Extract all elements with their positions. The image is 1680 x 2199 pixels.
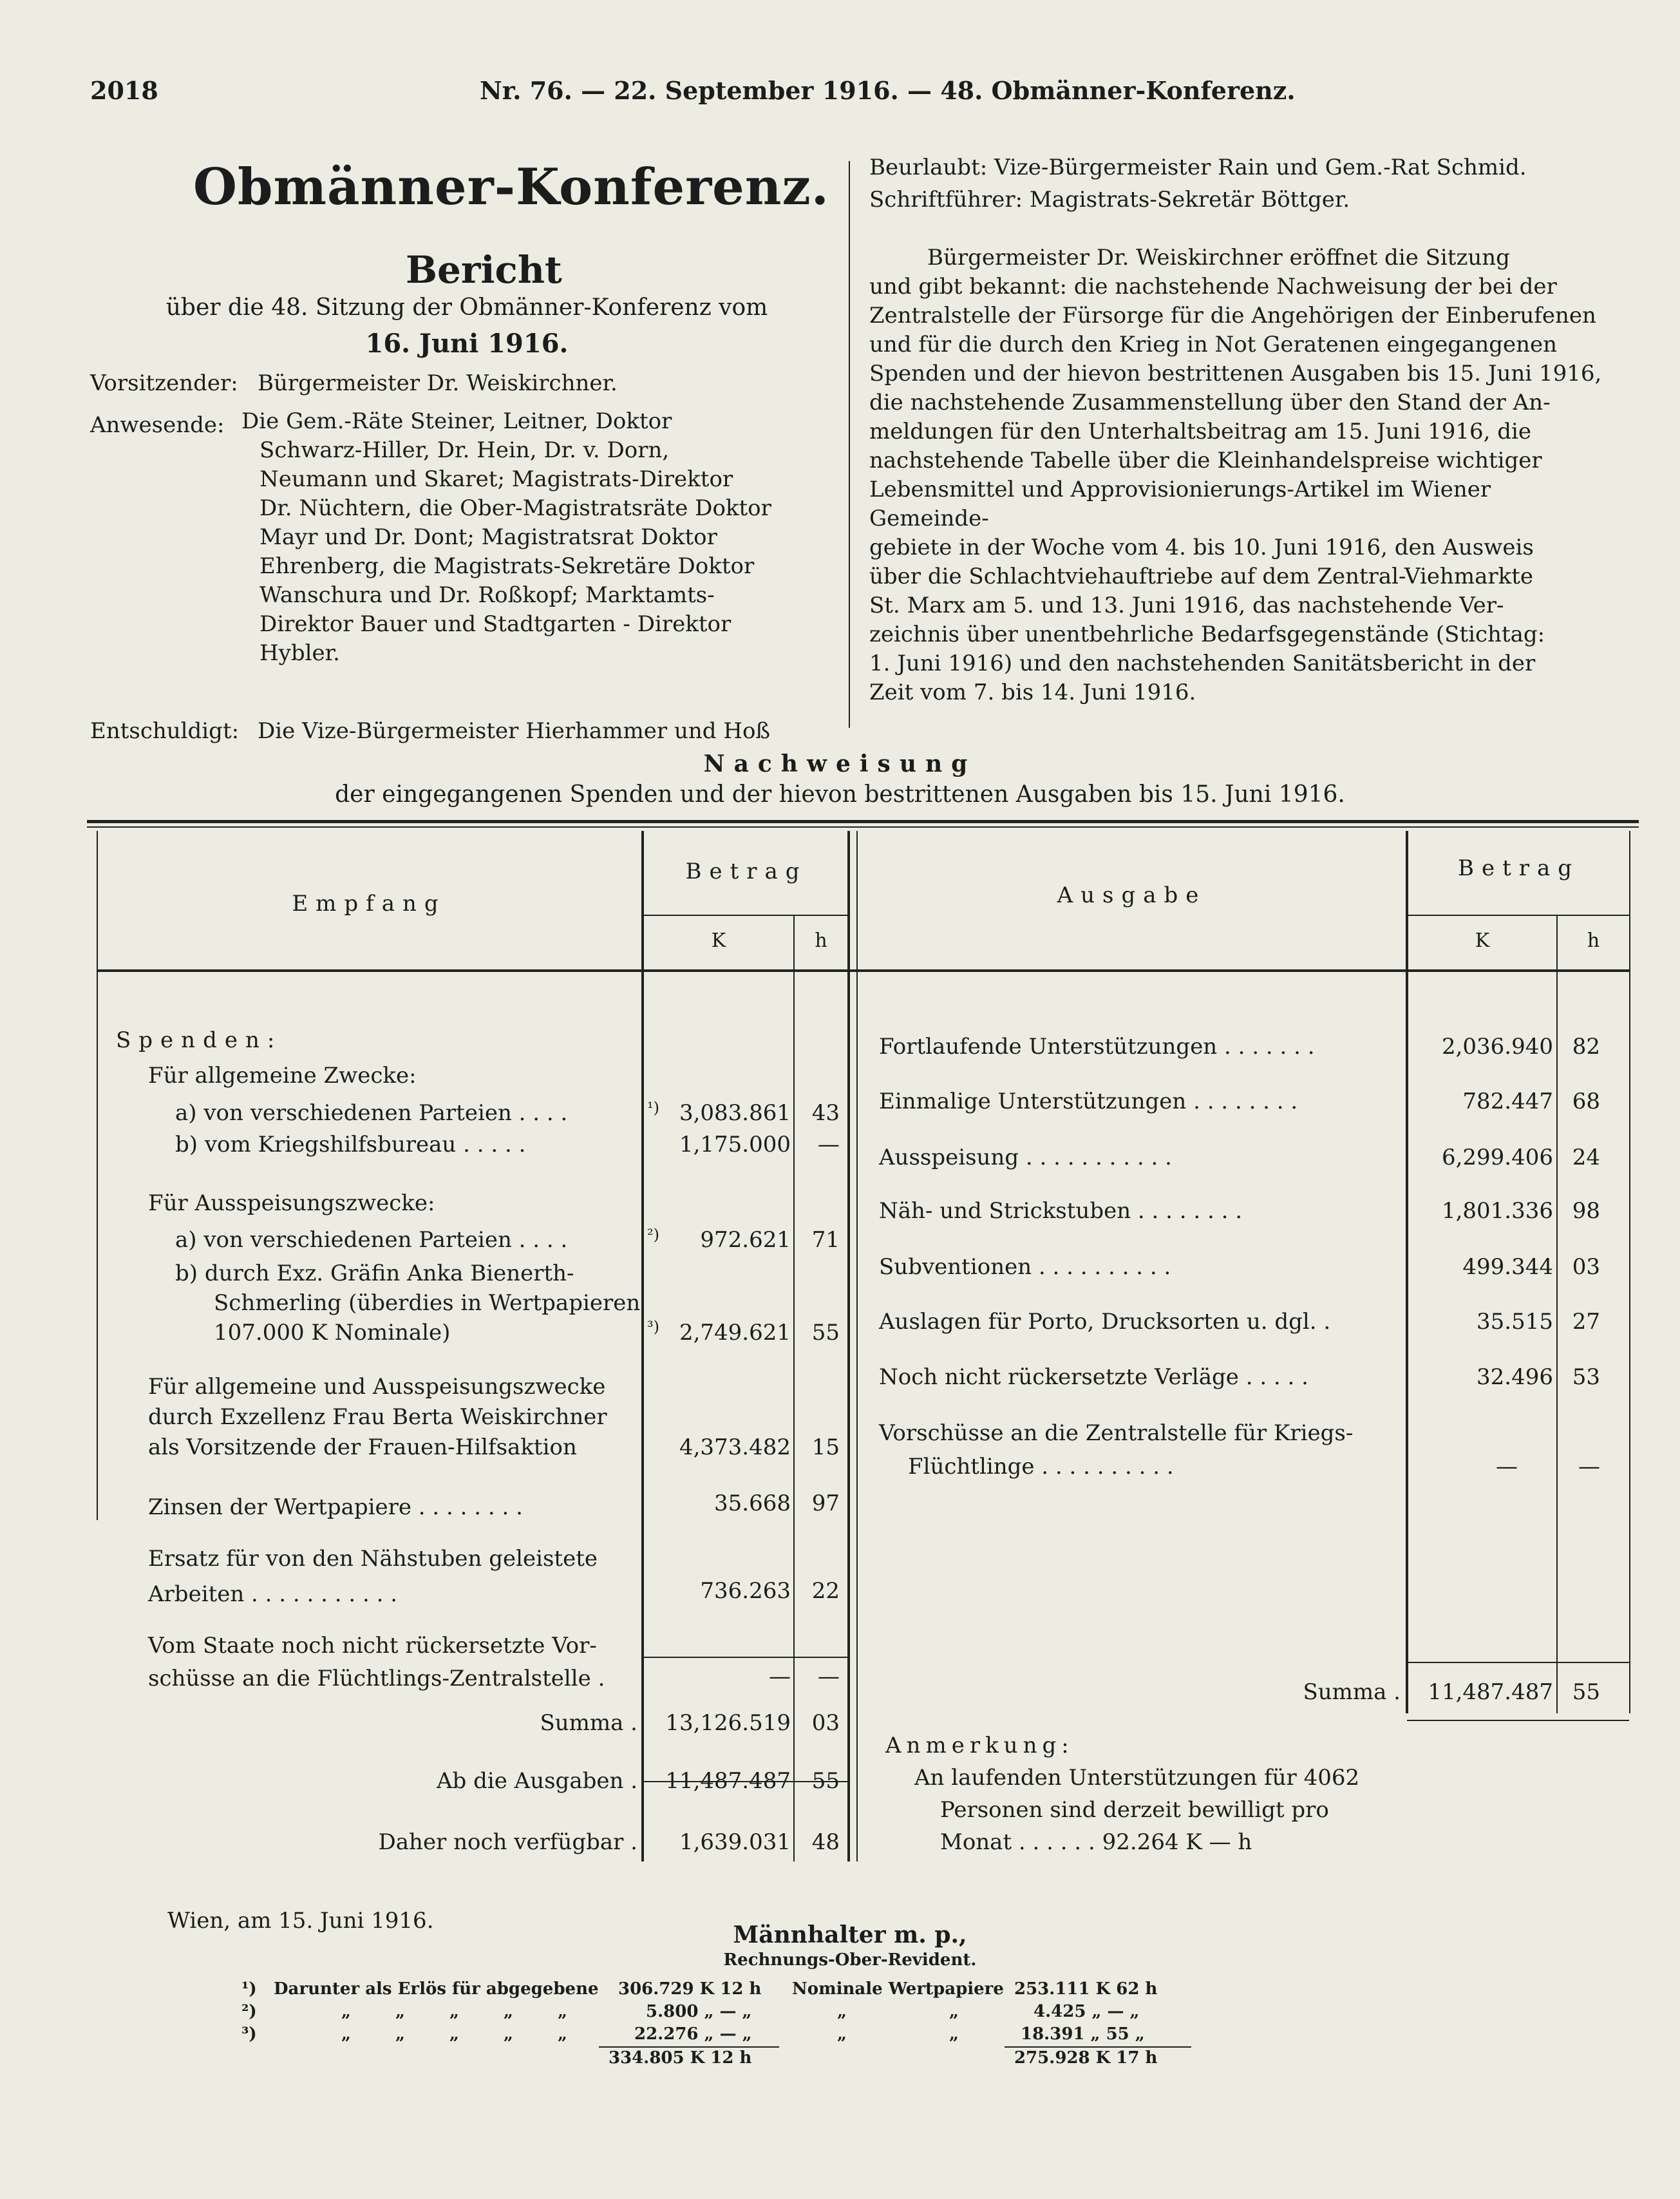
row-k: — <box>1496 1454 1518 1480</box>
table-top-rule-thin <box>87 826 1639 828</box>
column-divider <box>849 161 850 728</box>
anwesende-label: Anwesende: <box>90 412 225 438</box>
right-summa-label: Summa . <box>1303 1679 1401 1705</box>
row-text: Näh- und Strickstuben . . . . . . . . <box>879 1198 1243 1224</box>
left-h-header: h <box>815 929 827 952</box>
row-text: Noch nicht rückersetzte Verläge . . . . . <box>879 1364 1308 1390</box>
nachweisung-title: Nachweisung <box>703 750 977 777</box>
vorsitz-text: Bürgermeister Dr. Weiskirchner. <box>258 370 618 396</box>
row-h: 82 <box>1572 1034 1600 1060</box>
row-h: 98 <box>1572 1198 1600 1224</box>
row-h: 55 <box>811 1320 840 1346</box>
verfuegbar-k: 1,639.031 <box>679 1829 791 1855</box>
row-h: 15 <box>811 1434 840 1460</box>
intro-line: gebiete in der Woche vom 4. bis 10. Juni 1916, den Ausweis <box>869 535 1534 560</box>
intro-line: Lebensmittel und Approvisionierungs-Artikel im Wiener Gemeinde- <box>869 477 1491 531</box>
session-subtitle <box>90 290 844 362</box>
row-text: Ersatz für von den Nähstuben geleistete <box>148 1546 598 1572</box>
intro-line: Zeit vom 7. bis 14. Juni 1916. <box>869 680 1196 705</box>
signature-name: Männhalter m. p., <box>733 1921 967 1948</box>
footnote-total-k2: 275.928 K 17 h <box>1014 2048 1158 2068</box>
intro-line: Bürgermeister Dr. Weiskirchner eröffnet die Sitzung <box>927 245 1510 271</box>
beurlaubt-line: Beurlaubt: Vize-Bürgermeister Rain und Gem.-Rat Schmid. <box>869 155 1527 180</box>
row-h: 43 <box>811 1100 840 1126</box>
intro-line: Spenden und der hievon bestrittenen Ausgaben bis 15. Juni 1916, <box>869 361 1602 386</box>
intro-line: über die Schlachtviehauftriebe auf dem Zentral-Viehmarkte <box>869 564 1534 589</box>
anwesende-line: Wanschura und Dr. Roßkopf; Marktamts- <box>260 582 715 608</box>
right-h-header: h <box>1587 929 1600 952</box>
verfuegbar-h: 48 <box>811 1829 840 1855</box>
footnote-k1: 306.729 K 12 h <box>618 1979 762 1999</box>
table-left-edge <box>97 831 98 1520</box>
anmerkung-line: Monat . . . . . . 92.264 K — h <box>940 1829 1252 1855</box>
footnote-k2: 18.391 „ 55 „ <box>1021 2024 1145 2044</box>
footnote-mark: ²) <box>241 2002 257 2021</box>
footnote-mark: ¹) <box>241 1979 257 1999</box>
right-summa-rule-top <box>1407 1662 1629 1663</box>
table-right-edge <box>1629 831 1630 1713</box>
nachweisung-subtitle: der eingegangenen Spenden und der hievon bestrittenen Ausgaben bis 15. Juni 1916. <box>335 781 1345 808</box>
row-h: — <box>818 1664 840 1690</box>
row-k: 499.344 <box>1462 1254 1553 1280</box>
row-text: Für Ausspeisungszwecke: <box>148 1190 435 1216</box>
row-text: Schmerling (überdies in Wertpapieren <box>214 1290 641 1316</box>
row-h: 27 <box>1572 1309 1600 1335</box>
footnote-k2: 4.425 „ — „ <box>1033 2002 1140 2021</box>
schriftfuehrer-line: Schriftführer: Magistrats-Sekretär Böttger. <box>869 187 1350 213</box>
subtitle-line: über die 48. Sitzung der Obmänner-Konferenz vom <box>165 294 768 321</box>
bericht-heading: Bericht <box>406 248 562 292</box>
row-text: Spenden: <box>116 1027 283 1053</box>
anwesende-line: Schwarz-Hiller, Dr. Hein, Dr. v. Dorn, <box>260 437 670 463</box>
intro-line: zeichnis über unentbehrliche Bedarfsgegenstände (Stichtag: <box>869 622 1545 647</box>
row-text: a) von verschiedenen Parteien . . . . <box>175 1227 568 1253</box>
row-text: Arbeiten . . . . . . . . . . . <box>148 1581 398 1607</box>
footnote-text: Darunter als Erlös für abgegebene <box>274 1979 599 1999</box>
running-title: Nr. 76. — 22. September 1916. — 48. Obmänner-Konferenz. <box>480 76 1296 105</box>
ausgabe-header: Ausgabe <box>1057 882 1207 908</box>
row-text: als Vorsitzende der Frauen-Hilfsaktion <box>148 1434 577 1460</box>
row-k: 32.496 <box>1477 1364 1553 1390</box>
left-right-divider <box>847 831 850 1861</box>
intro-line: die nachstehende Zusammenstellung über den Stand der An- <box>869 390 1551 415</box>
row-h: — <box>818 1132 840 1157</box>
intro-line: Zentralstelle der Fürsorge für die Angehörigen der Einberufenen <box>869 303 1596 328</box>
intro-line: nachstehende Tabelle über die Kleinhandelspreise wichtiger <box>869 448 1542 473</box>
footnote-mark: ²) <box>647 1226 659 1244</box>
summa-rule <box>644 1657 849 1658</box>
anwesende-line: Neumann und Skaret; Magistrats-Direktor <box>260 466 733 492</box>
footnote-k1: 22.276 „ — „ <box>634 2024 752 2044</box>
row-h: — <box>1578 1454 1600 1480</box>
row-k: 782.447 <box>1462 1089 1553 1114</box>
row-text: Für allgemeine und Ausspeisungszwecke <box>148 1374 606 1400</box>
place-date: Wien, am 15. Juni 1916. <box>167 1908 434 1934</box>
row-k: 35.515 <box>1477 1309 1553 1335</box>
row-h: 97 <box>811 1490 840 1516</box>
row-k: 2,036.940 <box>1441 1034 1553 1060</box>
signature-title: Rechnungs-Ober-Revident. <box>723 1950 977 1970</box>
page-number: 2018 <box>90 76 158 105</box>
footnote-mark: ³) <box>647 1318 659 1336</box>
footnote-sum-rule <box>1005 2046 1191 2048</box>
row-text: Einmalige Unterstützungen . . . . . . . . <box>879 1089 1298 1114</box>
row-k: 3,083.861 <box>679 1100 791 1126</box>
footnote-label2: „ „ <box>837 2002 959 2021</box>
row-text: Vom Staate noch nicht rückersetzte Vor- <box>148 1633 597 1659</box>
footnote-label2: Nominale Wertpapiere <box>792 1979 1004 1999</box>
entschuldigt-label: Entschuldigt: <box>90 718 240 744</box>
left-betrag-header: Betrag <box>685 859 807 884</box>
empfang-header: Empfang <box>292 891 446 917</box>
row-text: b) durch Exz. Gräfin Anka Bienerth- <box>175 1261 574 1286</box>
intro-line: und gibt bekannt: die nachstehende Nachweisung der bei der <box>869 274 1557 300</box>
row-text: Vorschüsse an die Zentralstelle für Kriegs- <box>879 1420 1354 1446</box>
anwesende-line: Direktor Bauer und Stadtgarten - Direktor <box>260 611 731 637</box>
row-text: schüsse an die Flüchtlings-Zentralstelle . <box>148 1666 605 1691</box>
session-date: 16. Juni 1916. <box>365 328 569 359</box>
right-summa-rule-bottom <box>1407 1720 1629 1721</box>
row-text: durch Exzellenz Frau Berta Weiskirchner <box>148 1404 607 1430</box>
right-summa-h: 55 <box>1572 1679 1600 1705</box>
footnote-k1: 5.800 „ — „ <box>646 2002 752 2021</box>
intro-line: und für die durch den Krieg in Not Geratenen eingegangenen <box>869 332 1558 357</box>
row-h: 22 <box>811 1578 840 1604</box>
footnote-text: „ „ „ „ „ <box>341 2024 567 2044</box>
ausgaben-label: Ab die Ausgaben . <box>436 1768 637 1794</box>
intro-line: 1. Juni 1916) und den nachstehenden Sanitätsbericht in der <box>869 651 1536 676</box>
vorsitz-label: Vorsitzender: <box>90 370 238 396</box>
row-text: Fortlaufende Unterstützungen . . . . . . . <box>879 1034 1315 1060</box>
row-text: Für allgemeine Zwecke: <box>148 1063 417 1089</box>
table-top-rule <box>87 820 1639 823</box>
left-k-divider <box>641 831 644 1861</box>
summa-k: 13,126.519 <box>665 1710 791 1736</box>
footnote-total-k1: 334.805 K 12 h <box>609 2048 752 2068</box>
footnote-text: „ „ „ „ „ <box>341 2002 567 2021</box>
row-text: Auslagen für Porto, Drucksorten u. dgl. . <box>879 1309 1331 1335</box>
row-text: Zinsen der Wertpapiere . . . . . . . . <box>148 1494 523 1520</box>
footnote-sum-rule <box>599 2046 779 2048</box>
left-k-header: K <box>711 929 726 952</box>
left-right-divider-thin <box>856 831 858 1861</box>
anwesende-list <box>241 407 840 668</box>
left-betrag-subrule <box>644 915 849 916</box>
row-text: a) von verschiedenen Parteien . . . . <box>175 1100 568 1126</box>
intro-line: meldungen für den Unterhaltsbeitrag am 15. Juni 1916, die <box>869 419 1531 444</box>
anwesende-line: Die Gem.-Räte Steiner, Leitner, Doktor <box>241 408 672 434</box>
anwesende-line: Hybler. <box>260 640 340 666</box>
row-h: 03 <box>1572 1254 1600 1280</box>
row-h: 24 <box>1572 1145 1600 1170</box>
summa-h: 03 <box>811 1710 840 1736</box>
footnote-label2: „ „ <box>837 2024 959 2044</box>
footnote-mark: ¹) <box>647 1099 659 1117</box>
intro-line: St. Marx am 5. und 13. Juni 1916, das nachstehende Ver- <box>869 593 1504 618</box>
page-title: Obmänner-Konferenz. <box>193 158 829 216</box>
row-text: 107.000 K Nominale) <box>214 1320 451 1346</box>
row-k: 972.621 <box>700 1227 791 1253</box>
anmerkung-label: Anmerkung: <box>885 1733 1074 1758</box>
row-h: 68 <box>1572 1089 1600 1114</box>
row-k: 35.668 <box>714 1490 791 1516</box>
anmerkung-line: Personen sind derzeit bewilligt pro <box>940 1797 1329 1823</box>
anwesende-line: Dr. Nüchtern, die Ober-Magistratsräte Doktor <box>260 495 771 521</box>
row-k: 1,801.336 <box>1441 1198 1553 1224</box>
row-text: b) vom Kriegshilfsbureau . . . . . <box>175 1132 526 1157</box>
footnote-mark: ³) <box>241 2024 257 2044</box>
row-k: 736.263 <box>700 1578 791 1604</box>
row-k: 2,749.621 <box>679 1320 791 1346</box>
right-betrag-subrule <box>1407 915 1629 916</box>
row-k: — <box>769 1664 791 1690</box>
row-h: 53 <box>1572 1364 1600 1390</box>
right-betrag-header: Betrag <box>1457 855 1580 881</box>
ausgaben-k: 11,487.487 <box>665 1768 791 1794</box>
row-k: 6,299.406 <box>1441 1145 1553 1170</box>
summa-label: Summa . <box>540 1710 637 1736</box>
table-header-rule <box>97 969 1629 972</box>
row-text: Subventionen . . . . . . . . . . <box>879 1254 1171 1280</box>
anwesende-line: Mayr und Dr. Dont; Magistratsrat Doktor <box>260 524 717 550</box>
intro-paragraph <box>869 243 1616 707</box>
verfuegbar-label: Daher noch verfügbar . <box>378 1829 637 1855</box>
row-k: 1,175.000 <box>679 1132 791 1157</box>
row-k: 4,373.482 <box>679 1434 791 1460</box>
right-summa-k: 11,487.487 <box>1428 1679 1553 1705</box>
anwesende-line: Ehrenberg, die Magistrats-Sekretäre Doktor <box>260 553 755 579</box>
entschuldigt-text: Die Vize-Bürgermeister Hierhammer und Hoß <box>258 718 771 744</box>
right-k-header: K <box>1475 929 1490 952</box>
row-text: Flüchtlinge . . . . . . . . . . <box>908 1454 1174 1480</box>
anmerkung-line: An laufenden Unterstützungen für 4062 <box>914 1765 1360 1791</box>
row-text: Ausspeisung . . . . . . . . . . . <box>879 1145 1172 1170</box>
footnote-k2: 253.111 K 62 h <box>1014 1979 1158 1999</box>
ausgaben-h: 55 <box>811 1768 840 1794</box>
row-h: 71 <box>811 1227 840 1253</box>
